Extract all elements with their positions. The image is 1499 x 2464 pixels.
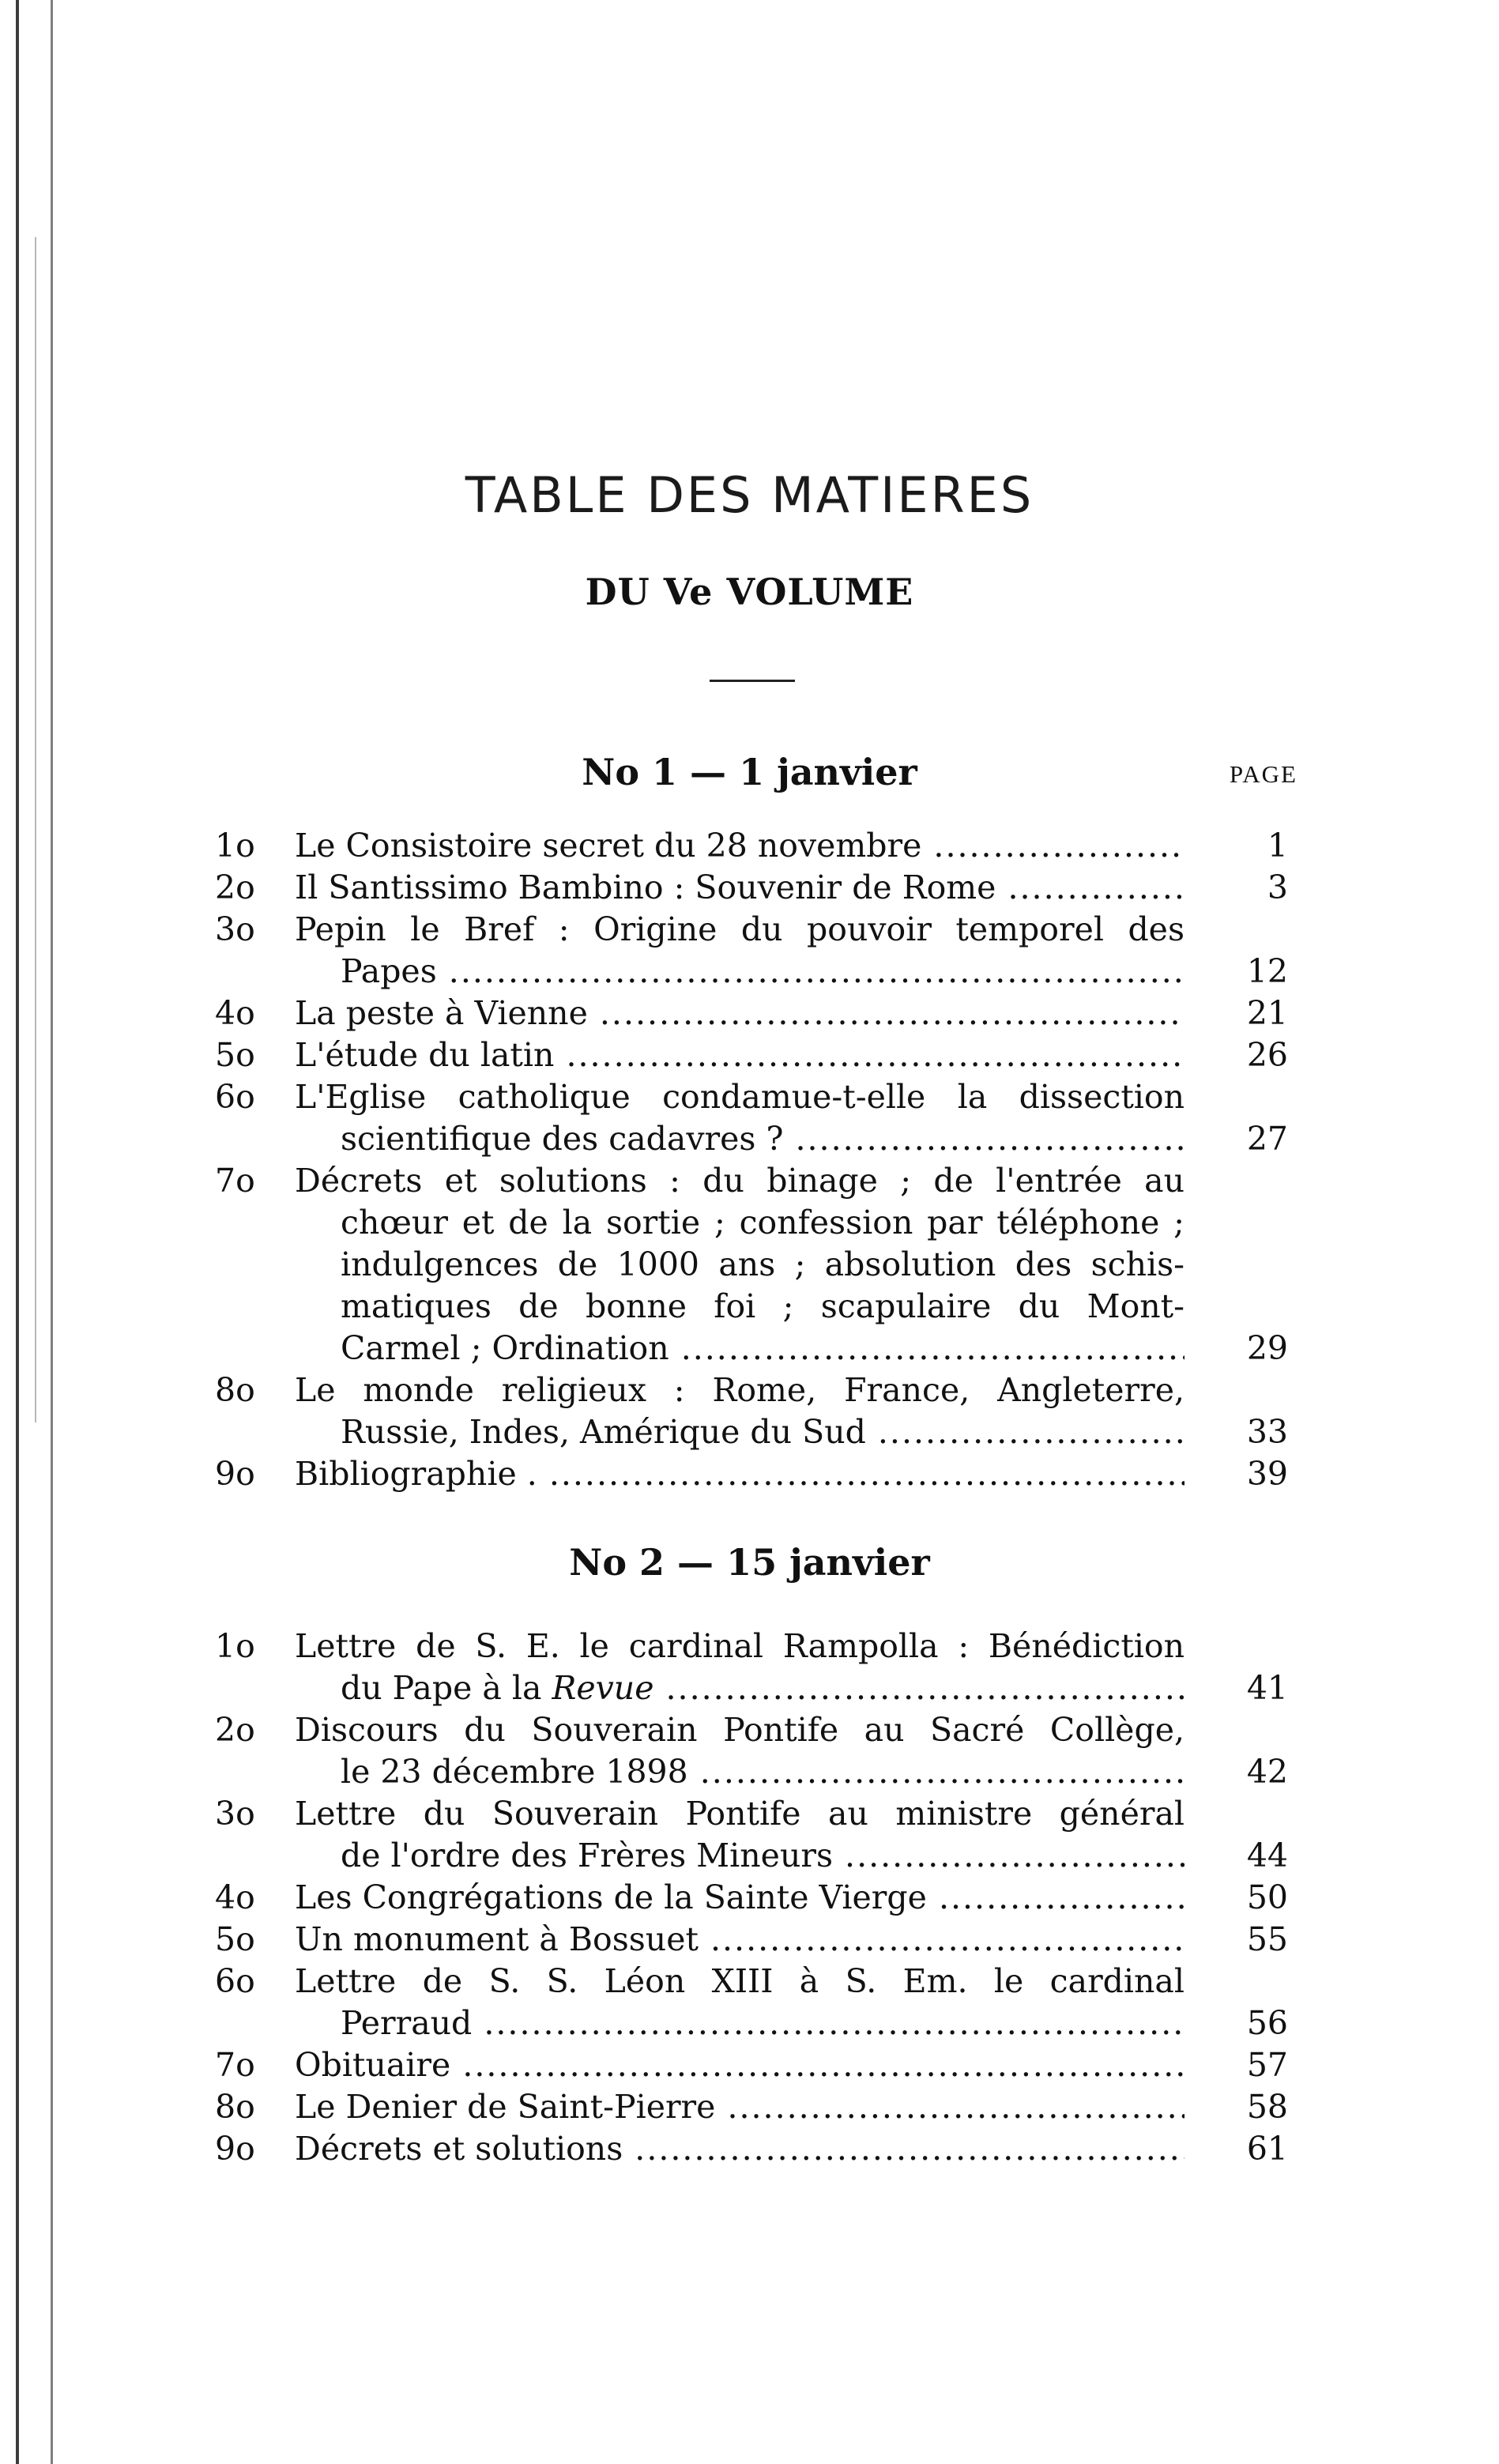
entry-page: 41 <box>1246 1669 1288 1707</box>
entry-number: 1o <box>215 1627 255 1665</box>
section-title: No 2 — 15 janvier <box>569 1541 930 1584</box>
entry-page: 12 <box>1246 952 1288 990</box>
entry-title <box>295 1160 1185 1370</box>
entry-number: 8o <box>215 2088 255 2126</box>
entry-title <box>295 1076 1185 1160</box>
entry-line: Obituaire ..... <box>295 2044 1185 2086</box>
entry-number: 7o <box>215 2046 255 2084</box>
entry-line: Décrets et solutions ..... <box>295 2128 1185 2170</box>
entry-line: Le Consistoire secret du 28 novembre ..... <box>295 825 1185 867</box>
entry-line: Un monument à Bossuet ..... <box>295 1919 1185 1961</box>
entry-number: 4o <box>215 1878 255 1916</box>
entry-page: 3 <box>1267 868 1288 906</box>
entry-page: 1 <box>1267 827 1288 865</box>
entry-line: La peste à Vienne ..... <box>295 993 1185 1034</box>
entry-line: Perraud ..... <box>295 2002 1185 2044</box>
section-header <box>0 751 1499 801</box>
entry-line-italic: Revue <box>552 1669 654 1707</box>
entry-line: le 23 décembre 1898 ..... <box>295 1751 1185 1793</box>
entry-line: de l'ordre des Frères Mineurs ..... <box>295 1835 1185 1877</box>
entry-number: 7o <box>215 1162 255 1200</box>
entry-line: Lettre de S. E. le cardinal Rampolla : Bénédiction <box>295 1627 1185 1665</box>
entry-line: Bibliographie . ..... <box>295 1453 1185 1495</box>
entry-page: 39 <box>1246 1455 1288 1493</box>
entry-number: 5o <box>215 1920 255 1958</box>
entry-title <box>295 1961 1185 2044</box>
entry-page: 42 <box>1246 1753 1288 1791</box>
page-column-label: PAGE <box>1229 760 1298 788</box>
entry-number: 2o <box>215 868 255 906</box>
entry-number: 2o <box>215 1711 255 1749</box>
entry-line: Décrets et solutions : du binage ; de l'entrée au <box>295 1162 1185 1200</box>
entry-page: 58 <box>1246 2088 1288 2126</box>
entry-line: Le monde religieux : Rome, France, Angleterre, <box>295 1371 1185 1409</box>
entry-title <box>295 1709 1185 1793</box>
section-title: No 1 — 1 janvier <box>582 751 917 793</box>
entry-line: Papes ..... <box>295 951 1185 993</box>
page-subtitle: DU Ve VOLUME <box>585 571 914 613</box>
entry-page: 50 <box>1246 1878 1288 1916</box>
entry-number: 9o <box>215 2130 255 2168</box>
entry-page: 26 <box>1246 1036 1288 1074</box>
entry-number: 3o <box>215 1795 255 1833</box>
entry-line: Discours du Souverain Pontife au Sacré Collège, <box>295 1711 1185 1749</box>
entry-line: chœur et de la sortie ; confession par téléphone ; <box>341 1204 1185 1241</box>
entry-title <box>295 909 1185 993</box>
binding-line <box>51 0 53 2464</box>
entry-title <box>295 1453 1185 1495</box>
entry-page: 29 <box>1246 1329 1288 1367</box>
entry-title <box>295 2128 1185 2170</box>
entry-number: 6o <box>215 1078 255 1116</box>
entry-line <box>295 1667 1185 1709</box>
binding-line <box>35 237 36 1422</box>
entry-line: Les Congrégations de la Sainte Vierge ..... <box>295 1877 1185 1919</box>
entry-line: indulgences de 1000 ans ; absolution des schis- <box>341 1245 1185 1283</box>
entry-line: Lettre du Souverain Pontife au ministre général <box>295 1795 1185 1833</box>
entry-number: 3o <box>215 910 255 948</box>
binding-edge <box>0 0 63 2464</box>
entry-line: Carmel ; Ordination ..... <box>295 1328 1185 1370</box>
entry-line: L'Eglise catholique condamue-t-elle la dissection <box>295 1078 1185 1116</box>
entry-line: Il Santissimo Bambino : Souvenir de Rome ..... <box>295 867 1185 909</box>
entry-line: Russie, Indes, Amérique du Sud ..... <box>295 1411 1185 1453</box>
entry-line-text: du Pape à la <box>341 1669 542 1707</box>
binding-line <box>16 0 19 2464</box>
entry-title <box>295 1626 1185 1709</box>
entry-line: Lettre de S. S. Léon XIII à S. Em. le cardinal <box>295 1962 1185 2000</box>
entry-page: 44 <box>1246 1837 1288 1874</box>
entry-page: 21 <box>1246 994 1288 1032</box>
entry-title <box>295 825 1185 867</box>
entry-page: 27 <box>1246 1120 1288 1158</box>
entry-title <box>295 2044 1185 2086</box>
entry-title <box>295 1370 1185 1453</box>
entry-number: 4o <box>215 994 255 1032</box>
entry-number: 6o <box>215 1962 255 2000</box>
entry-line: scientifique des cadavres ? ..... <box>295 1118 1185 1160</box>
entry-page: 33 <box>1246 1413 1288 1451</box>
entry-title <box>295 1793 1185 1877</box>
entry-title <box>295 1877 1185 1919</box>
entry-title <box>295 867 1185 909</box>
entry-page: 57 <box>1246 2046 1288 2084</box>
entry-title <box>295 2086 1185 2128</box>
entry-line: L'étude du latin ..... <box>295 1034 1185 1076</box>
entry-page: 55 <box>1246 1920 1288 1958</box>
entry-number: 9o <box>215 1455 255 1493</box>
title-rule <box>710 680 795 682</box>
entry-number: 1o <box>215 827 255 865</box>
entry-title <box>295 993 1185 1034</box>
entry-line: matiques de bonne foi ; scapulaire du Mont- <box>341 1287 1185 1325</box>
page-title: TABLE DES MATIERES <box>465 466 1034 524</box>
entry-number: 8o <box>215 1371 255 1409</box>
entry-line: Pepin le Bref : Origine du pouvoir temporel des <box>295 910 1185 948</box>
entry-title <box>295 1919 1185 1961</box>
entry-title <box>295 1034 1185 1076</box>
entry-number: 5o <box>215 1036 255 1074</box>
entry-page: 61 <box>1246 2130 1288 2168</box>
entry-line: Le Denier de Saint-Pierre ..... <box>295 2086 1185 2128</box>
section-header <box>0 1541 1499 1592</box>
entry-page: 56 <box>1246 2004 1288 2042</box>
